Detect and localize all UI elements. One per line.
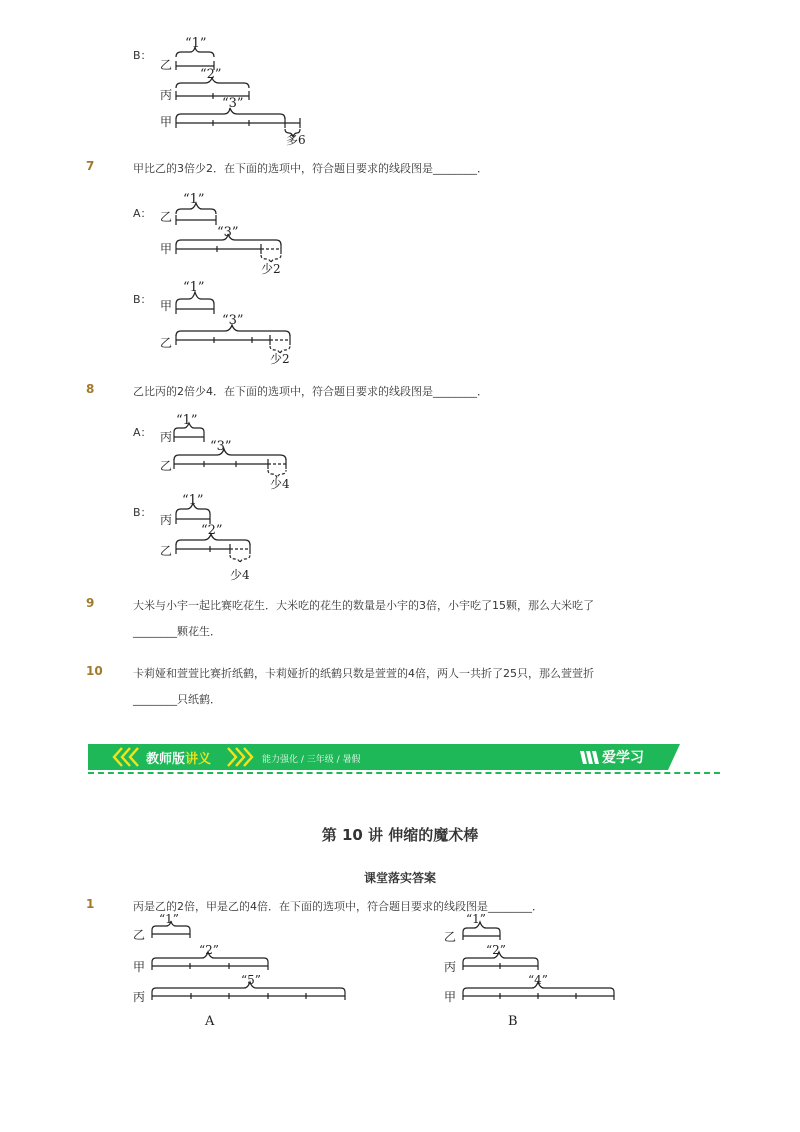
q6-option-b-diagram bbox=[176, 47, 300, 137]
banner-title: 教师版讲义 bbox=[146, 752, 212, 767]
row-label: 丙 bbox=[160, 513, 173, 527]
row-label: 乙 bbox=[160, 210, 173, 224]
quote-label: “3” bbox=[222, 96, 244, 111]
quote-label: “3” bbox=[217, 225, 239, 240]
quote-label: “1” bbox=[159, 912, 179, 926]
question-number: 9 bbox=[86, 596, 95, 610]
quote-label: “2” bbox=[199, 943, 219, 957]
option-label: B： bbox=[133, 49, 152, 62]
lesson-title: 第 10 讲 伸缩的魔术棒 bbox=[321, 826, 479, 844]
annotation-note: 少2 bbox=[270, 352, 290, 366]
question-number: 1 bbox=[86, 897, 95, 911]
q8-option-a-diagram bbox=[174, 423, 286, 478]
row-label: 甲 bbox=[160, 242, 173, 256]
quote-label: “5” bbox=[241, 973, 261, 987]
quote-label: “2” bbox=[486, 943, 506, 957]
annotation-note: 多6 bbox=[286, 133, 306, 147]
option-label: B： bbox=[133, 506, 152, 519]
quote-label: “1” bbox=[185, 36, 207, 51]
q7-option-b-diagram bbox=[176, 292, 290, 354]
figure-caption: A bbox=[205, 1014, 215, 1029]
answer1-figure-b-diagram bbox=[463, 922, 614, 1000]
question-text: 卡莉娅和萱萱比赛折纸鹤，卡莉娅折的纸鹤只数是萱萱的4倍，两人一共折了25只，那么萱萱折 bbox=[133, 667, 594, 680]
row-label: 丙 bbox=[160, 88, 173, 102]
row-label: 丙 bbox=[444, 960, 457, 974]
question-text: ________只纸鹤． bbox=[133, 693, 221, 706]
quote-label: “1” bbox=[183, 280, 205, 295]
quote-label: “2” bbox=[201, 523, 223, 538]
question-text: 丙是乙的2倍，甲是乙的4倍．在下面的选项中，符合题目要求的线段图是________． bbox=[133, 900, 543, 913]
question-text: ________颗花生． bbox=[133, 625, 221, 638]
row-label: 乙 bbox=[160, 58, 173, 72]
row-label: 丙 bbox=[133, 990, 146, 1004]
annotation-note: 少4 bbox=[270, 477, 290, 491]
question-text: 甲比乙的3倍少2．在下面的选项中，符合题目要求的线段图是________． bbox=[133, 162, 488, 175]
brand-logo: 爱学习 bbox=[602, 750, 644, 766]
question-number: 10 bbox=[86, 664, 103, 678]
row-label: 甲 bbox=[160, 299, 173, 313]
row-label: 乙 bbox=[133, 928, 146, 942]
quote-label: “4” bbox=[528, 973, 548, 987]
q8-option-b-diagram bbox=[176, 503, 250, 563]
option-label: A： bbox=[133, 207, 152, 220]
q7-option-a-diagram bbox=[176, 203, 281, 263]
figure-caption: B bbox=[508, 1014, 518, 1029]
question-text: 大米与小宇一起比赛吃花生．大米吃的花生的数量是小宇的3倍，小宇吃了15颗，那么大米吃了 bbox=[133, 599, 594, 612]
quote-label: “2” bbox=[200, 67, 222, 82]
option-label: B： bbox=[133, 293, 152, 306]
row-label: 甲 bbox=[160, 115, 173, 129]
row-label: 乙 bbox=[160, 459, 173, 473]
section-title: 课堂落实答案 bbox=[363, 871, 436, 885]
row-label: 丙 bbox=[160, 430, 173, 444]
quote-label: “1” bbox=[183, 192, 205, 207]
question-text: 乙比丙的2倍少4．在下面的选项中，符合题目要求的线段图是________． bbox=[133, 385, 488, 398]
banner-subtitle: 能力强化 / 三年级 / 暑假 bbox=[262, 755, 361, 765]
question-number: 8 bbox=[86, 382, 95, 396]
quote-label: “3” bbox=[210, 439, 232, 454]
annotation-note: 少2 bbox=[261, 262, 281, 276]
quote-label: “1” bbox=[182, 493, 204, 508]
answer1-figure-a-diagram bbox=[152, 921, 345, 1000]
row-label: 甲 bbox=[133, 960, 146, 974]
annotation-note: 少4 bbox=[230, 568, 250, 582]
row-label: 乙 bbox=[160, 336, 173, 350]
quote-label: “1” bbox=[176, 413, 198, 428]
quote-label: “3” bbox=[222, 313, 244, 328]
option-label: A： bbox=[133, 426, 152, 439]
row-label: 甲 bbox=[444, 990, 457, 1004]
question-number: 7 bbox=[86, 159, 95, 173]
row-label: 乙 bbox=[160, 544, 173, 558]
quote-label: “1” bbox=[466, 912, 486, 926]
row-label: 乙 bbox=[444, 930, 457, 944]
